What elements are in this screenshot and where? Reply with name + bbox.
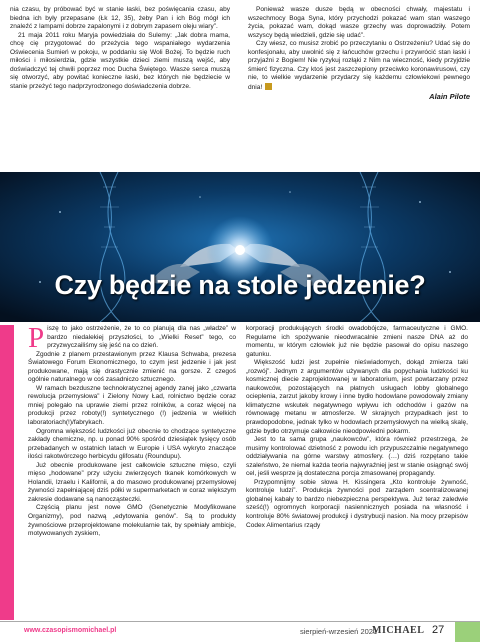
bottom-left-column	[28, 322, 236, 539]
paragraph: Jest to ta sama grupa „naukowców”, która również przestrzega, że musimy kontrolować dzietność z powodu ich przypuszczalnie negatywnego oddziaływania na górne warstwy atmosfery. (…) dziś rozpętano takie szaleństwo, że niemal każda teoria najwyraźniej jest w stanie osiągnąć swój cel, jeśli wesprze ją dostateczna porcja zmasowanej propagandy.	[246, 436, 468, 478]
paragraph: Ponieważ wasze dusze będą w obecności chwały, majestatu i wszechmocy Boga Syna, który przychodzi pokazać wam stan waszego życia, pokazać wam, dokąd wasze grzechy was doprowadziły. Potem wszyscy będą wiedzieli, gdzie się udać”.	[248, 6, 470, 39]
drop-cap: P	[28, 322, 45, 354]
bottom-right-column	[246, 325, 468, 530]
paragraph: korporacji produkujących środki owadobójcze, farmaceutyczne i GMO. Regularne ich spożywanie nieodwracalnie zmieni nasze DNA aż do momentu, w którym człowiek już nie będzie pasował do opisu naszego gatunku.	[246, 325, 468, 358]
paragraph: Większość ludzi jest zupełnie nieświadomych, dokąd zmierza taki „rozwój”. Jednym z argumentów używanych dla popychania ludzkości ku kosmicznej diecie zaprojektowanej w laboratorium, jest powtarzany przez naukowców, pozostających na płatnych usługach lobby globalnego ocieplenia, zarzut jakoby krowy i inne bydło hodowlane powodowały zmiany klimatyczne wskutek negatywnego wpływu ich odchodów i gazów na równowagę metanu w atmosferze. W skrajnych przypadkach jest to prawdopodobne, jednak tylko w hodowlach przemysłowych na wielką skalę, gdzie bydło otrzymuje całkowicie nieodpowiedni pokarm.	[246, 359, 468, 435]
top-right-column	[248, 6, 470, 102]
page-footer	[0, 621, 480, 642]
paragraph-text: iszę to jako ostrzeżenie, że to co planują dla nas „władze” w bardzo niedalekiej przyszłości, to „Wielki Reset” tego, co przyzwyczailiśmy się jeść na co dzień.	[47, 325, 236, 350]
paragraph: Już obecnie produkowane jest całkowicie sztuczne mięso, czyli mięso „hodowane” przy użyciu zwierzęcych tkanek komórkowych w Holandii, Izraelu i Kalifornii, a do masowo produkowanej przemysłowej żywności zapełniającej dziś półki w supermarketach w coraz większym zakresie dodawane są nanocząsteczki.	[28, 461, 236, 503]
page-number: 27	[432, 624, 445, 636]
footer-url-link[interactable]: www.czasopismomichael.pl	[24, 627, 117, 634]
paragraph: Częścią planu jest nowe GMO (Genetycznie Modyfikowane Organizmy), pod nazwą „edytowania genów”. Są to produkty żywnościowe przeprojektowane molekularnie tak, by spełniały ambicje, motywowanych zyskiem,	[28, 504, 236, 538]
top-left-column	[10, 6, 230, 91]
paragraph-text: Czy wiesz, co musisz zrobić po przeczytaniu o Ostrzeżeniu? Udać się do konfesjonału, aby uwolnić się z łańcuchów grzechu i przywrócić stan łaski i przyjaźni z Bogiem! Nie ryzykuj rozłąki z Nim na wieczność, kiedy przyjdzie śmierć fizyczna. Czy ktoś jest zaszczepiony przeciwko koronawirusowi, czy nie, to wielkie wydarzenie przydarzy się każdemu człowiekowi pewnego dnia!	[248, 40, 470, 91]
magazine-name: MICHAEL	[372, 625, 425, 636]
paragraph: 21 maja 2011 roku Maryja powiedziała do Sulemy: „Jak dobra mama, chcę cię przygotować do przeżycia tego wspaniałego wydarzenia Oświecenia Sumień w pokoju, w poddaniu się Woli Bożej. To będzie ruch miłości i miłosierdzia, gdzie wszystkie dzieci ziemi muszą wejść, aby doświadczyć tej chwili poprzez moc Ducha Świętego. Wasze serca muszą się otworzyć, aby powitać konieczne łaski, bez których nie będziecie w stanie przeżyć tego nadprzyrodzonego doświadczenia dobrze.	[10, 31, 230, 90]
hero-image	[0, 172, 480, 322]
paragraph: W ramach bezduszne technokratycznej agendy zanej jako „czwarta rewolucja przemysłowa” i Zielony Nowy Ład, rolnictwo będzie coraz mniej polegało na uprawie ziemi przez rolników, a coraz więcej na produkcji przez roboty(!) syntetycznego (!) jedzenia w wielkich laboratoriach(!)/fabrykach.	[28, 384, 236, 427]
cross-icon	[265, 83, 272, 90]
issue-date: sierpień-wrzesień 2021	[300, 627, 378, 636]
paragraph	[28, 322, 236, 354]
paragraph: Przypomnijmy sobie słowa H. Kissingera „Kto kontroluje żywność, kontroluje ludzi”. Produkcja żywności pod zarządem scentralizowanej globalnej kabały to bardzo niebezpieczna perspektywa. Już teraz zaledwie sześć(!) ogromnych korporacji nasiennicznych posiada na własność i kontroluje 80% światowej produkcji i dystrybucji nasion. Na mocy przepisów Codex Alimentarius rządy	[246, 478, 468, 529]
accent-bar	[0, 325, 14, 620]
paragraph	[248, 40, 470, 92]
footer-accent	[455, 622, 480, 642]
paragraph: nia czasu, by próbować być w stanie łaski, bez poświęcania czasu, aby biedna ich były przepasane (Łk 12, 35), żeby Pan i ich Bóg mógł ich znaleźć z lampami dobrze zapalonymi i z dobrym zapasem oleju wiary”.	[10, 6, 230, 31]
paragraph: Zgodnie z planem przestawionym przez Klausa Schwaba, prezesa Światowego Forum Ekonomicznego, to czym jest jedzenie i jak jest produkowane, mają się drastycznie zmienić na gorsze. Z czegoś ogólnie naturalnego w coś zasadniczo sztucznego.	[28, 350, 236, 384]
paragraph: Ogromna większość ludzkości już obecnie to chodzące syntetyczne zakłady chemiczne, np. u ponad 90% spośród dziesiątek tysięcy osób przebadanych w ostatnich latach w Europie i USA wykryto znaczące ilości rakotwórczego herbicydu glifosatu (Roundupu).	[28, 427, 236, 461]
article-title: Czy będzie na stole jedzenie?	[54, 270, 426, 300]
author-signature: Alain Pilote	[429, 92, 470, 102]
